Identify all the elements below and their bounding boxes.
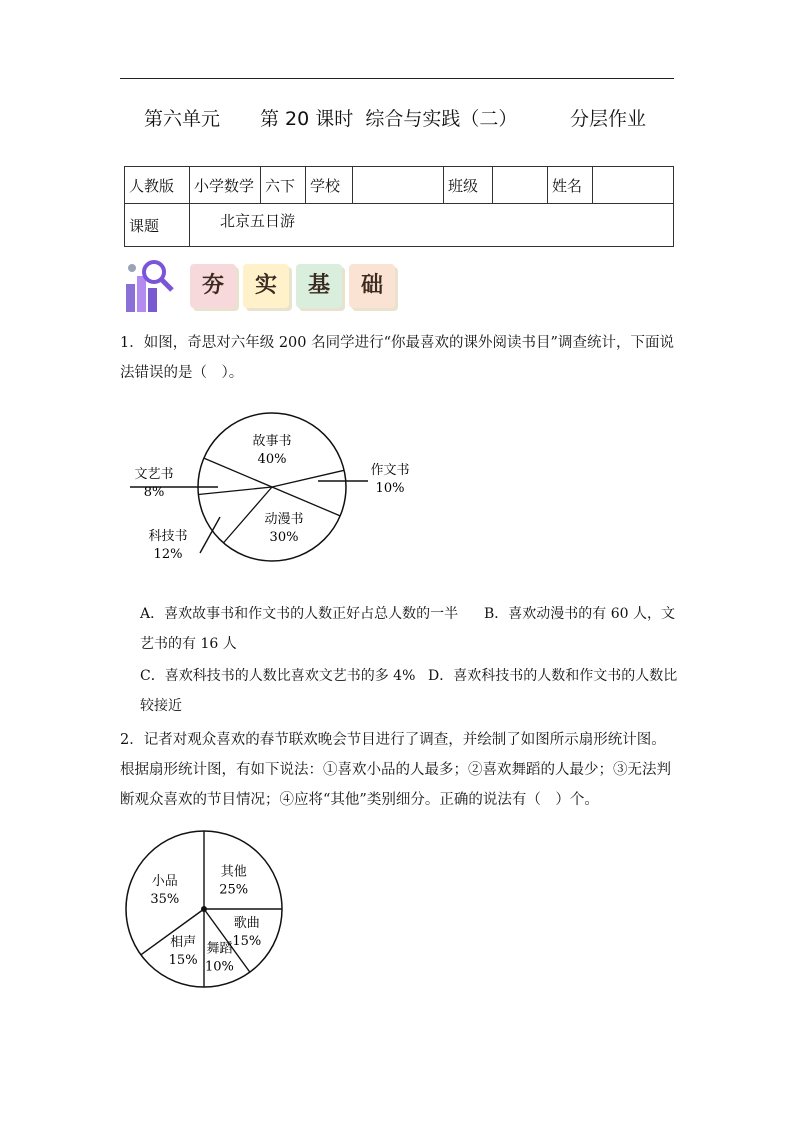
pie1-value-2: 10% xyxy=(375,481,405,496)
study-figure-icon xyxy=(120,258,180,316)
cell-class-label: 班级 xyxy=(444,167,493,204)
cell-grade: 六下 xyxy=(261,167,306,204)
pie-chart-programs xyxy=(120,827,290,997)
pie2-value-3: 10% xyxy=(204,959,234,975)
cell-edition: 人教版 xyxy=(125,167,190,204)
q1-option-d-cont: 较接近 xyxy=(140,698,182,714)
pie1-label-2: 作文书 xyxy=(370,463,410,478)
q1-option-d[interactable]: D．喜欢科技书的人数和作文书的人数比 xyxy=(428,668,678,684)
title-lesson: 第 20 课时 综合与实践（二） xyxy=(260,108,518,130)
pie1-value-5: 8% xyxy=(143,485,165,500)
question-2-text: 2．记者对观众喜欢的春节联欢晚会节目进行了调查，并绘制了如图所示扇形统计图。根据扇形统计图，有如下说法：①喜欢小品的人最多；②喜欢舞蹈的人最少；③无法判断观众喜欢的节目情况；④应将“其他”类别细分。正确的说法有（ ）个。 xyxy=(120,732,671,808)
pie2-label-1: 其他 xyxy=(220,864,247,880)
pie2-label-3: 舞蹈 xyxy=(206,941,233,957)
q1-option-a[interactable]: A．喜欢故事书和作文书的人数正好占总人数的一半 xyxy=(140,606,459,622)
title-unit: 第六单元 xyxy=(144,108,221,130)
school-field[interactable] xyxy=(353,167,444,204)
pie1-value-3: 30% xyxy=(269,530,299,545)
pie1-label-3: 动漫书 xyxy=(264,512,304,527)
pie2-label-5: 小品 xyxy=(151,874,178,890)
pie2-value-5: 35% xyxy=(150,892,180,908)
pie2-value-1: 25% xyxy=(219,882,249,898)
pie1-divider-5 xyxy=(198,487,272,495)
pie2-label-2: 歌曲 xyxy=(233,915,260,931)
cell-subject: 小学数学 xyxy=(190,167,261,204)
pie1-label-1: 故事书 xyxy=(252,434,292,449)
q1-option-b[interactable]: B．喜欢动漫书的有 60 人，文 xyxy=(484,606,676,622)
name-field[interactable] xyxy=(593,167,674,204)
cell-topic-value: 北京五日游 xyxy=(190,204,674,247)
q1-option-c[interactable]: C．喜欢科技书的人数比喜欢文艺书的多 4% xyxy=(140,668,416,684)
pie-chart-reading xyxy=(126,412,446,572)
pie1-divider-2 xyxy=(272,470,344,487)
pie1-label-4: 科技书 xyxy=(148,529,188,544)
pie1-leader-4 xyxy=(200,517,220,553)
pie2-value-2: 15% xyxy=(232,933,262,949)
banner-tile-3: 基 xyxy=(296,264,342,308)
cell-topic-label: 课题 xyxy=(125,204,190,247)
cell-school-label: 学校 xyxy=(306,167,353,204)
pie2-label-4: 相声 xyxy=(170,934,197,950)
class-field[interactable] xyxy=(493,167,548,204)
pie2-value-4: 15% xyxy=(168,952,198,968)
top-rule xyxy=(120,78,674,79)
section-banner xyxy=(120,258,420,316)
info-table xyxy=(124,166,674,247)
pie1-value-4: 12% xyxy=(153,547,183,562)
pie1-value-1: 40% xyxy=(257,452,287,467)
banner-tile-1: 夯 xyxy=(190,264,236,308)
pie1-label-5: 文艺书 xyxy=(134,467,174,482)
question-1-text: 1．如图，奇思对六年级 200 名同学进行“你最喜欢的课外阅读书目”调查统计，下面说法错误的是（ ）。 xyxy=(120,335,674,381)
banner-tile-2: 实 xyxy=(243,264,289,308)
title-kind: 分层作业 xyxy=(570,108,647,130)
q1-option-b-cont: 艺书的有 16 人 xyxy=(140,636,237,652)
cell-name-label: 姓名 xyxy=(548,167,593,204)
banner-tile-4: 础 xyxy=(349,264,395,308)
